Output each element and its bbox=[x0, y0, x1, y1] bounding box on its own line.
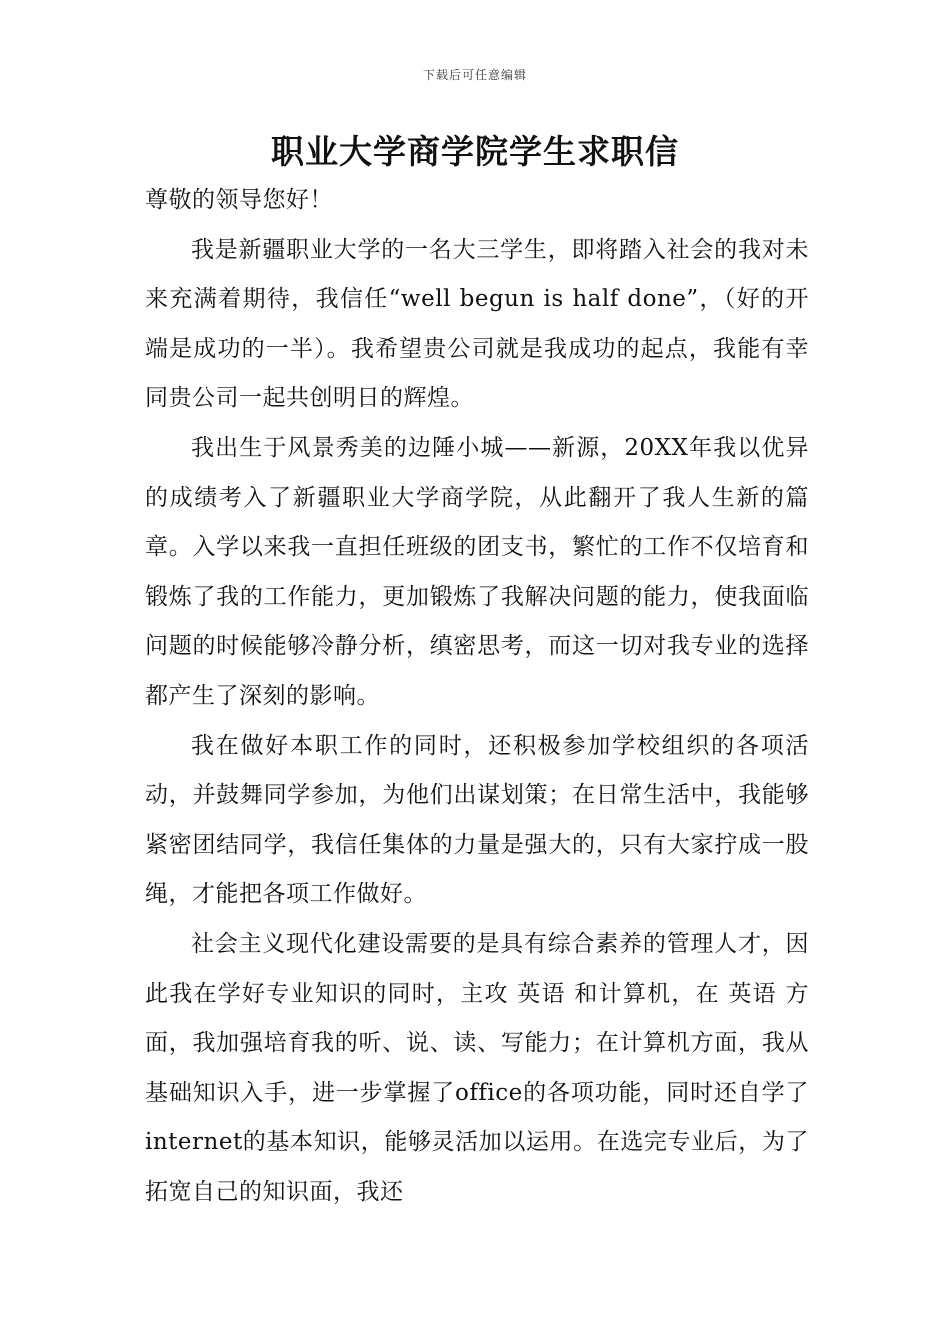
salutation: 尊敬的领导您好！ bbox=[145, 187, 333, 213]
page-title: 职业大学商学院学生求职信 bbox=[271, 132, 679, 171]
paragraph-3: 我在做好本职工作的同时，还积极参加学校组织的各项活动，并鼓舞同学参加，为他们出谋划策；在日常生活中，我能够紧密团结同学，我信任集体的力量是强大的，只有大家拧成一股绳，才能把各项工作做好。 bbox=[145, 732, 809, 908]
letter-body bbox=[145, 176, 809, 1217]
paragraph-2: 我出生于风景秀美的边陲小城——新源，20XX年我以优异的成绩考入了新疆职业大学商学院，从此翻开了我人生新的篇章。入学以来我一直担任班级的团支书，繁忙的工作不仅培育和锻炼了我的工作能力，更加锻炼了我解决问题的能力，使我面临问题的时候能够冷静分析，缜密思考，而这一切对我专业的选择都产生了深刻的影响。 bbox=[145, 434, 809, 709]
paragraph-1: 我是新疆职业大学的一名大三学生，即将踏入社会的我对未来充满着期待，我信任“well begun is half done”，（好的开端是成功的一半）。我希望贵公司就是我成功的起点，我能有幸同贵公司一起共创明日的辉煌。 bbox=[145, 236, 809, 412]
paragraph-4: 社会主义现代化建设需要的是具有综合素养的管理人才，因此我在学好专业知识的同时，主攻 英语 和计算机，在 英语 方面，我加强培育我的听、说、读、写能力；在计算机方面，我从基础知识入手，进一步掌握了office的各项功能，同时还自学了internet的基本知识，能够灵活加以运用。在选完专业后，为了拓宽自己的知识面，我还 bbox=[145, 930, 809, 1205]
header-note: 下载后可任意编辑 bbox=[422, 68, 527, 82]
